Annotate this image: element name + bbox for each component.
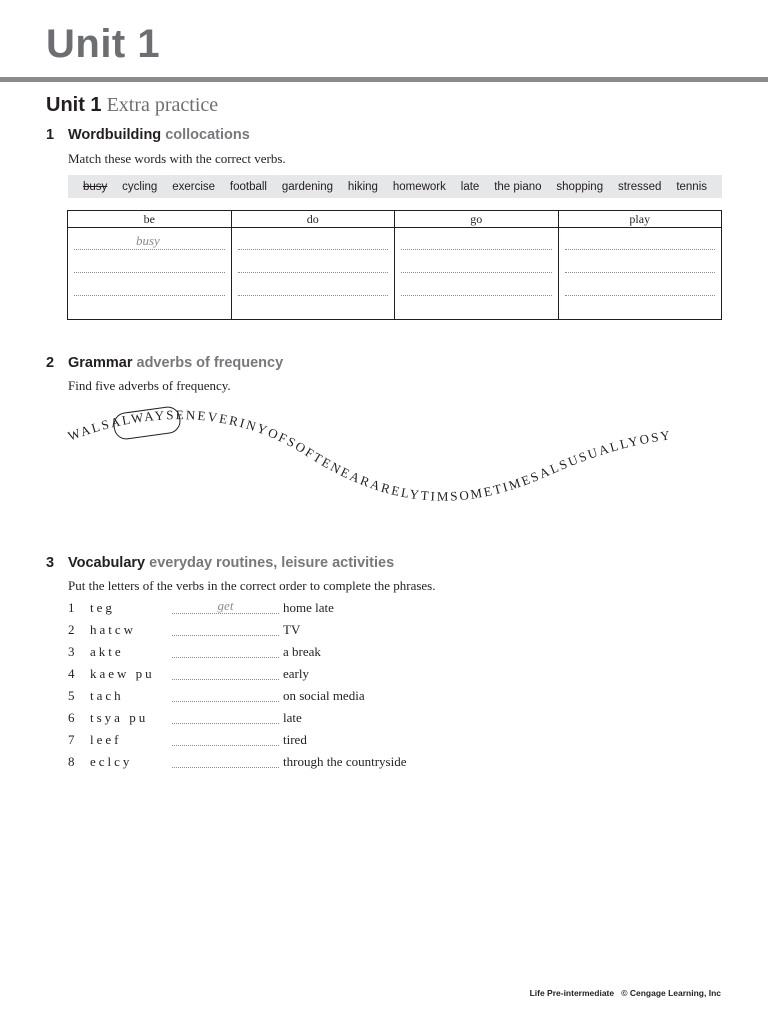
word-item: busy	[83, 180, 108, 193]
list-item	[68, 622, 688, 642]
list-item	[68, 754, 688, 774]
jumbled-letters: akte	[90, 644, 124, 659]
exercise-1-title: Wordbuilding	[68, 127, 162, 143]
column-do-answers[interactable]	[231, 228, 395, 320]
phrase-ending: TV	[283, 622, 301, 637]
item-number: 2	[68, 622, 75, 637]
jumbled-letters: kaew pu	[90, 666, 155, 681]
exercise-1-topic: collocations	[165, 127, 250, 143]
list-item	[68, 710, 688, 730]
exercise-3-number: 3	[46, 555, 55, 571]
word-snake	[0, 395, 768, 535]
example-answer: busy	[136, 233, 160, 248]
answer-blank[interactable]	[172, 701, 279, 702]
jumbled-letters: eclcy	[90, 754, 133, 769]
exercise-1-instruction: Match these words with the correct verbs.	[68, 151, 286, 166]
collocation-table	[67, 210, 722, 320]
column-header-be: be	[68, 211, 232, 228]
list-item	[68, 688, 688, 708]
column-play-answers[interactable]	[558, 228, 722, 320]
word-item: shopping	[556, 180, 604, 193]
answer-line[interactable]	[74, 272, 225, 273]
answer-blank[interactable]	[172, 635, 279, 636]
example-answer: get	[217, 598, 234, 613]
unit-header: Unit 1	[46, 22, 161, 66]
answer-blank[interactable]	[172, 745, 279, 746]
word-item: cycling	[122, 180, 158, 193]
word-item: hiking	[347, 180, 378, 193]
list-item	[68, 644, 688, 664]
phrase-ending: early	[283, 666, 309, 681]
footer-copyright: © Cengage Learning, Inc	[621, 988, 721, 998]
list-item	[68, 666, 688, 686]
answer-blank[interactable]	[172, 613, 279, 614]
phrase-ending: late	[283, 710, 302, 725]
item-number: 8	[68, 754, 75, 769]
item-number: 3	[68, 644, 75, 659]
word-item: stressed	[617, 180, 662, 193]
jumbled-letters: teg	[90, 600, 115, 615]
header-rule	[0, 77, 768, 82]
item-number: 7	[68, 732, 75, 747]
phrase-ending: a break	[283, 644, 321, 659]
jumbled-letters: leef	[90, 732, 122, 747]
jumbled-letters: hatcw	[90, 622, 137, 637]
exercise-1-number: 1	[46, 127, 55, 143]
exercise-2-heading	[46, 355, 283, 371]
word-box	[68, 175, 722, 198]
answer-line[interactable]	[238, 249, 389, 250]
answer-blank[interactable]	[172, 767, 279, 768]
phrase-ending: on social media	[283, 688, 365, 703]
column-header-do: do	[231, 211, 395, 228]
column-go-answers[interactable]	[395, 228, 559, 320]
answer-line[interactable]	[565, 295, 716, 296]
exercise-2-title: Grammar	[68, 355, 133, 371]
item-number: 4	[68, 666, 75, 681]
phrase-ending: tired	[283, 732, 307, 747]
phrase-ending: through the countryside	[283, 754, 407, 769]
answer-blank[interactable]	[172, 657, 279, 658]
page-footer	[530, 988, 721, 998]
footer-book: Life Pre-intermediate	[529, 988, 615, 998]
word-item: gardening	[281, 180, 334, 193]
jumbled-letters: tsya pu	[90, 710, 149, 725]
word-item: exercise	[172, 180, 216, 193]
word-item: tennis	[676, 180, 707, 193]
title-unit: Unit 1	[46, 94, 102, 116]
answer-blank[interactable]	[172, 679, 279, 680]
answer-line[interactable]	[401, 272, 552, 273]
answer-line[interactable]	[565, 249, 716, 250]
word-snake-text: WALSALWAYSENEVERINYOFSOFTENEARARELYTIMSOMETIMESALSUSUALLYOSY	[65, 407, 673, 504]
word-item: the piano	[494, 180, 542, 193]
column-header-go: go	[395, 211, 559, 228]
exercise-3-instruction: Put the letters of the verbs in the correct order to complete the phrases.	[68, 578, 436, 593]
page-title	[46, 94, 218, 117]
column-be-answers[interactable]	[68, 228, 232, 320]
answer-line[interactable]	[74, 249, 225, 250]
column-header-play: play	[558, 211, 722, 228]
word-snake-letters	[66, 407, 673, 504]
phrase-ending: home late	[283, 600, 334, 615]
word-item: homework	[392, 180, 446, 193]
answer-line[interactable]	[238, 272, 389, 273]
exercise-2-topic: adverbs of frequency	[136, 355, 284, 371]
answer-line[interactable]	[401, 295, 552, 296]
exercise-3-heading	[46, 555, 394, 571]
item-number: 1	[68, 600, 75, 615]
item-number: 5	[68, 688, 75, 703]
answer-line[interactable]	[74, 295, 225, 296]
exercise-2-number: 2	[46, 355, 55, 371]
word-item: football	[229, 180, 267, 193]
answer-line[interactable]	[401, 249, 552, 250]
list-item	[68, 600, 688, 620]
answer-line[interactable]	[238, 295, 389, 296]
exercise-3-topic: everyday routines, leisure activities	[149, 555, 395, 571]
list-item	[68, 732, 688, 752]
exercise-1-heading	[46, 127, 250, 143]
title-extra: Extra practice	[106, 94, 219, 116]
exercise-2-instruction: Find five adverbs of frequency.	[68, 378, 231, 393]
exercise-3-title: Vocabulary	[68, 555, 146, 571]
answer-blank[interactable]	[172, 723, 279, 724]
word-item: late	[460, 180, 480, 193]
item-number: 6	[68, 710, 75, 725]
jumbled-letters: tach	[90, 688, 124, 703]
answer-line[interactable]	[565, 272, 716, 273]
